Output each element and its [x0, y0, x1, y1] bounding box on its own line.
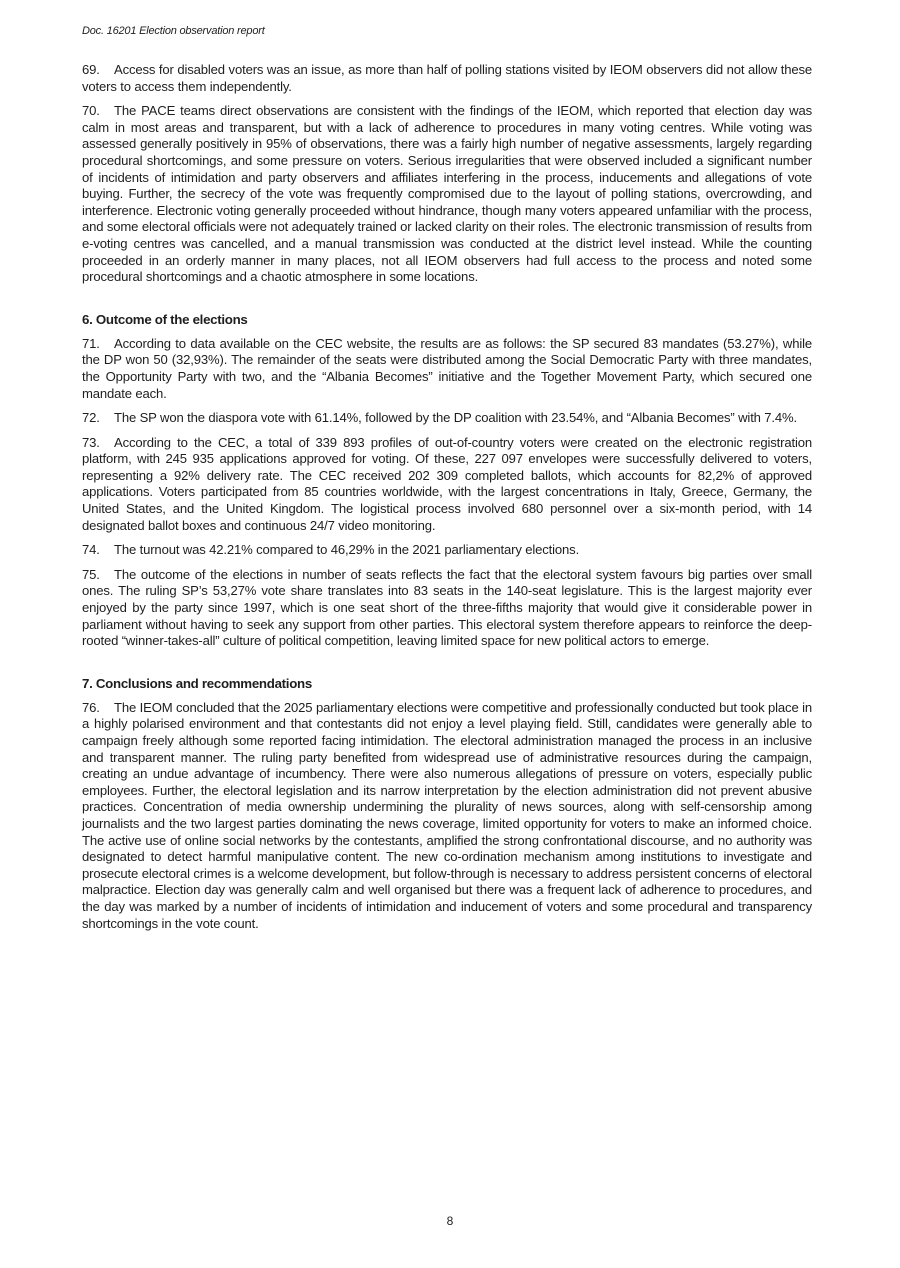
paragraph-75 [82, 567, 812, 650]
paragraph-72 [82, 410, 812, 427]
paragraph-text: The turnout was 42.21% compared to 46,29% in the 2021 parliamentary elections. [114, 542, 580, 558]
paragraph-74 [82, 542, 812, 559]
paragraph-69 [82, 62, 812, 95]
document-body [82, 62, 812, 940]
paragraph-73 [82, 435, 812, 535]
running-header: Doc. 16201 Election observation report [82, 25, 265, 37]
section-heading-conclusions: 7. Conclusions and recommendations [82, 675, 312, 691]
paragraph-text: The SP won the diaspora vote with 61.14%, followed by the DP coalition with 23.54%, and “Albania Becomes” with 7.4%. [114, 410, 798, 426]
paragraph-text: The PACE teams direct observations are consistent with the findings of the IEOM, which reported that election day was calm in most areas and transparent, but with a lack of adherence to procedures in many voting centres. While voting was assessed generally positively in 95% of observations, there was a fairly high number of negative assessments, largely regarding procedural shortcomings, and some pressure on voters. Serious irregularities that were observed included a significant number of incidents of intimidation and party observers and affiliates interfering in the process, inducements and allegations of vote buying. Further, the secrecy of the vote was frequently compromised due to the layout of polling stations, overcrowding, and interference. Electronic voting generally proceeded without hindrance, though many voters appeared unfamiliar with the process, and some electoral officials were not adequately trained or lacked clarity on their roles. The electronic transmission of results from e-voting centres was cancelled, and a manual transmission was conducted at the district level instead. While the counting proceeded in an orderly manner in many places, not all IEOM observers had full access to the process and noted some procedural shortcomings and a chaotic atmosphere in some locations. [82, 103, 812, 285]
paragraph-number: 74. [82, 542, 100, 558]
paragraph-text: Access for disabled voters was an issue, as more than half of polling stations visited by IEOM observers did not allow these voters to access them independently. [82, 62, 812, 94]
paragraph-text: The IEOM concluded that the 2025 parliamentary elections were competitive and professionally conducted but took place in a highly polarised environment and that contestants did not enjoy a level playing field. Still, candidates were generally able to campaign freely although some reported facing intimidation. The electoral administration managed the process in an inclusive and transparent manner. The ruling party benefited from widespread use of administrative resources during the campaign, creating an undue advantage of incumbency. There were also numerous allegations of pressure on voters, especially public employees. Further, the electoral legislation and its narrow interpretation by the election administration did not prevent abusive practices. Concentration of media ownership undermining the plurality of news sources, along with self-censorship among journalists and the two largest parties dominating the news coverage, limited opportunity for voters to make an informed choice. The active use of online social networks by the contestants, amplified the strong confrontational discourse, and no authority was designated to detect harmful manipulative content. The new co-ordination mechanism among institutions to investigate and prosecute electoral crimes is a welcome development, but follow-through is necessary to address persistent concerns of electoral malpractice. Election day was generally calm and well organised but there was a frequent lack of adherence to procedures, and the day was marked by a number of incidents of intimidation and inducement of voters and some procedural and transparency shortcomings in the vote count. [82, 699, 812, 931]
paragraph-text: According to data available on the CEC website, the results are as follows: the SP secured 83 mandates (53.27%), while the DP won 50 (32,93%). The remainder of the seats were distributed among the Social Democratic Party with three mandates, the Opportunity Party with two, and the “Albania Becomes” initiative and the Together Movement Party, which secured one mandate each. [82, 335, 812, 401]
paragraph-text: According to the CEC, a total of 339 893 profiles of out-of-country voters were created on the electronic registration platform, with 245 935 applications approved for voting. Of these, 227 097 envelopes were successfully delivered to voters, representing a 92% delivery rate. The CEC received 202 309 completed ballots, which accounts for 82,2% of approved applications. Voters participated from 85 countries worldwide, with the largest concentrations in Italy, Greece, Germany, the United States, and the United Kingdom. The logistical process involved 680 personnel over a six-month period, with 14 designated ballot boxes and continuous 24/7 video monitoring. [82, 434, 812, 533]
paragraph-number: 76. [82, 699, 100, 715]
paragraph-number: 73. [82, 434, 100, 450]
paragraph-number: 70. [82, 103, 100, 119]
paragraph-number: 69. [82, 62, 100, 77]
paragraph-71 [82, 336, 812, 402]
paragraph-number: 72. [82, 410, 100, 426]
section-heading-outcome: 6. Outcome of the elections [82, 311, 248, 327]
page-number: 8 [446, 1214, 454, 1228]
paragraph-number: 75. [82, 566, 100, 582]
paragraph-text: The outcome of the elections in number of seats reflects the fact that the electoral system favours big parties over small ones. The ruling SP’s 53,27% vote share translates into 83 seats in the 140-seat legislature. This is the largest majority ever enjoyed by the party since 1997, which is one seat short of the three-fifths majority that would give it considerable power in parliament without having to seek any support from other parties. This electoral system therefore appears to reinforce the deep-rooted “winner-takes-all” culture of political competition, leaving limited space for new political actors to emerge. [82, 566, 812, 649]
paragraph-70 [82, 103, 812, 286]
paragraph-number: 71. [82, 335, 100, 351]
paragraph-76 [82, 700, 812, 932]
